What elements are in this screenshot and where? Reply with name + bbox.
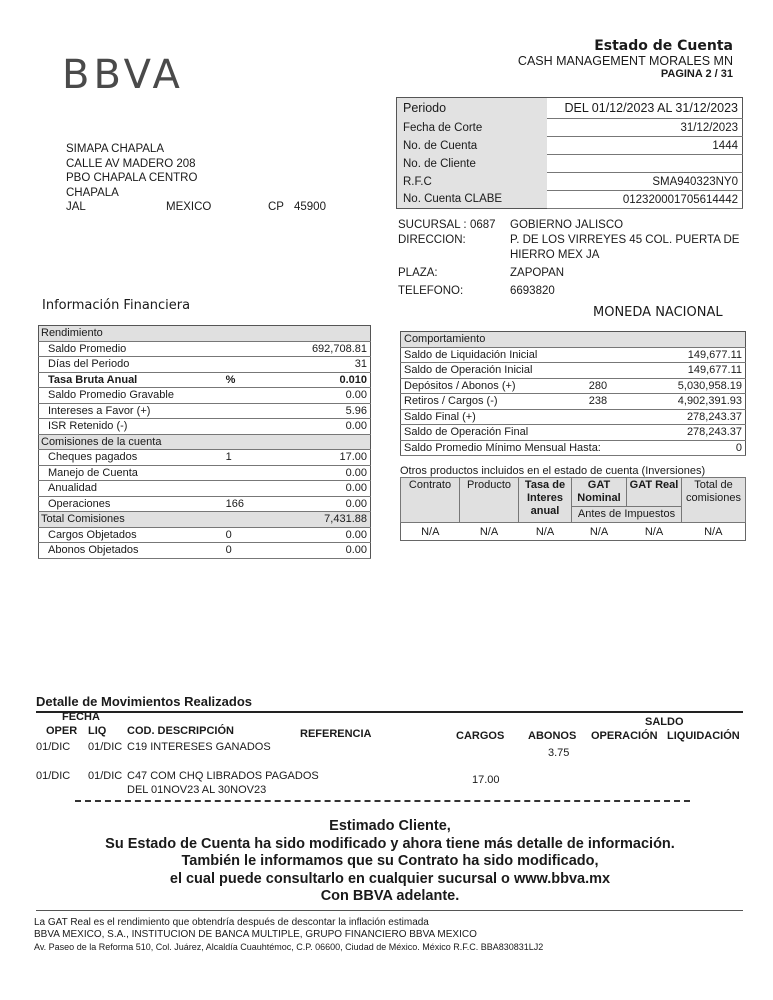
table-row — [401, 394, 746, 410]
comportamiento-table — [400, 331, 746, 456]
cliente-value — [547, 155, 743, 173]
plaza-value: ZAPOPAN — [510, 267, 565, 279]
table-row — [39, 419, 371, 435]
bbva-logo: BBVA — [62, 52, 184, 98]
periodo-label: Periodo — [397, 98, 548, 119]
page-number: PAGINA 2 / 31 — [660, 68, 733, 80]
row-label: Días del Periodo — [39, 357, 223, 373]
telefono-value: 6693820 — [510, 285, 555, 297]
table-row — [39, 450, 371, 466]
message-line1: Estimado Cliente, — [329, 818, 451, 834]
row-value: 5,030,958.19 — [652, 378, 746, 394]
col-operacion: OPERACIÓN — [591, 730, 658, 742]
periodo-value: DEL 01/12/2023 AL 31/12/2023 — [547, 98, 743, 119]
row-label: Depósitos / Abonos (+) — [401, 378, 586, 394]
row2-liq: 01/DIC — [88, 770, 123, 782]
row-value: 149,677.11 — [652, 363, 746, 379]
table-row — [39, 372, 371, 388]
row2-desc: C47 COM CHQ LIBRADOS PAGADOS — [127, 770, 319, 782]
row-value: 0.00 — [289, 543, 371, 559]
row1-oper: 01/DIC — [36, 741, 71, 753]
col-tasa: Tasa de Interes anual — [519, 478, 572, 523]
row-value: 0.00 — [289, 496, 371, 512]
row-mid — [586, 363, 652, 379]
table-row — [401, 378, 746, 394]
row-label: Anualidad — [39, 481, 223, 497]
direccion-line1: P. DE LOS VIRREYES 45 COL. PUERTA DE — [510, 234, 740, 246]
row-label: Saldo Promedio Mínimo Mensual Hasta: — [401, 440, 652, 456]
row-value: 0.010 — [289, 372, 371, 388]
row-mid — [223, 357, 289, 373]
row2-cargos: 17.00 — [472, 774, 500, 786]
movimientos-title: Detalle de Movimientos Realizados — [36, 694, 253, 709]
customer-name: SIMAPA CHAPALA — [66, 143, 164, 155]
antes-impuestos: Antes de Impuestos — [572, 507, 682, 523]
col-saldo: SALDO — [645, 716, 684, 728]
col-cod-desc: COD. DESCRIPCIÓN — [127, 725, 234, 737]
row-mid: 1 — [223, 450, 289, 466]
cliente-label: No. de Cliente — [397, 155, 548, 173]
cell: N/A — [627, 523, 682, 541]
row-label: Saldo de Operación Final — [401, 425, 586, 441]
col-gat-real: GAT Real — [627, 478, 682, 507]
cuenta-label: No. de Cuenta — [397, 137, 548, 155]
footer-address: Av. Paseo de la Reforma 510, Col. Juárez, Alcaldía Cuauhtémoc, C.P. 06600, Ciudad de México. México R.F.C. BBA830831LJ2 — [34, 942, 544, 952]
account-row-clabe — [397, 191, 743, 209]
total-comisiones-label: Total Comisiones — [39, 512, 289, 528]
table-row — [39, 527, 371, 543]
row-label: Saldo Final (+) — [401, 409, 586, 425]
cell: N/A — [519, 523, 572, 541]
table-row — [39, 341, 371, 357]
row-mid — [586, 409, 652, 425]
fecha-corte-value: 31/12/2023 — [547, 119, 743, 137]
message-line5: Con BBVA adelante. — [320, 888, 460, 904]
sucursal-number: 0687 — [470, 219, 496, 231]
cuenta-value: 1444 — [547, 137, 743, 155]
message-line3: También le informamos que su Contrato ha sido modificado, — [181, 853, 599, 869]
footer-gat-note: La GAT Real es el rendimiento que obtendría después de descontar la inflación estimada — [34, 917, 429, 928]
cell: N/A — [401, 523, 460, 541]
direccion-line2: HIERRO MEX JA — [510, 249, 600, 261]
col-producto: Producto — [460, 478, 519, 523]
customer-message — [60, 818, 720, 906]
table-row — [39, 465, 371, 481]
row-mid — [223, 341, 289, 357]
row-label: ISR Retenido (-) — [39, 419, 223, 435]
table-row — [39, 403, 371, 419]
row-value: 0.00 — [289, 388, 371, 404]
row-mid — [586, 347, 652, 363]
footer — [34, 917, 543, 953]
row-value: 4,902,391.93 — [652, 394, 746, 410]
customer-state: JAL — [66, 201, 86, 213]
dashed-divider — [75, 800, 690, 802]
row-label: Tasa Bruta Anual — [39, 372, 223, 388]
row-value: 692,708.81 — [289, 341, 371, 357]
rendimiento-table — [38, 325, 371, 559]
row-value: 17.00 — [289, 450, 371, 466]
table-row — [39, 388, 371, 404]
row-label: Saldo de Operación Inicial — [401, 363, 586, 379]
table-row — [39, 543, 371, 559]
table-row — [401, 425, 746, 441]
row2-oper: 01/DIC — [36, 770, 71, 782]
currency-label: MONEDA NACIONAL — [593, 305, 723, 320]
row-label: Cheques pagados — [39, 450, 223, 466]
footer-divider — [36, 910, 743, 911]
divider — [36, 711, 743, 713]
row-value: 149,677.11 — [652, 347, 746, 363]
customer-city: CHAPALA — [66, 186, 119, 199]
telefono-label: TELEFONO: — [398, 285, 464, 297]
clabe-value: 012320001705614442 — [547, 191, 743, 209]
row-label: Retiros / Cargos (-) — [401, 394, 586, 410]
row-value: 0 — [652, 440, 746, 456]
total-comisiones-value: 7,431.88 — [289, 512, 371, 528]
row-value: 0.00 — [289, 465, 371, 481]
col-abonos: ABONOS — [528, 730, 577, 742]
account-row-cuenta — [397, 137, 743, 155]
row-value: 0.00 — [289, 527, 371, 543]
statement-title: Estado de Cuenta — [594, 38, 733, 54]
customer-colony: PBO CHAPALA CENTRO — [66, 172, 198, 184]
table-row — [401, 347, 746, 363]
table-row — [39, 357, 371, 373]
row-mid: 280 — [586, 378, 652, 394]
account-row-periodo — [397, 98, 743, 119]
account-info-table — [396, 97, 743, 209]
account-row-cliente — [397, 155, 743, 173]
plaza-label: PLAZA: — [398, 267, 438, 279]
table-row — [401, 523, 746, 541]
customer-country: MEXICO — [166, 201, 212, 213]
comisiones-header: Comisiones de la cuenta — [39, 434, 371, 450]
col-contrato: Contrato — [401, 478, 460, 523]
row-value: 31 — [289, 357, 371, 373]
row-value: 0.00 — [289, 481, 371, 497]
footer-company: BBVA MEXICO, S.A., INSTITUCION DE BANCA MULTIPLE, GRUPO FINANCIERO BBVA MEXICO — [34, 929, 477, 940]
branch-info — [398, 218, 739, 299]
cell: N/A — [572, 523, 627, 541]
row-mid — [586, 425, 652, 441]
rfc-value: SMA940323NY0 — [547, 173, 743, 191]
row1-abonos: 3.75 — [548, 747, 570, 759]
col-referencia: REFERENCIA — [300, 728, 372, 740]
row-mid — [223, 388, 289, 404]
total-comisiones-row — [39, 512, 371, 528]
row-mid — [223, 465, 289, 481]
col-fecha: FECHA — [62, 711, 100, 723]
row-label: Saldo Promedio — [39, 341, 223, 357]
row-mid: % — [223, 372, 289, 388]
sucursal-label: SUCURSAL : — [398, 219, 467, 231]
row-label: Operaciones — [39, 496, 223, 512]
row-mid — [223, 403, 289, 419]
rendimiento-header: Rendimiento — [39, 326, 371, 342]
message-line2: Su Estado de Cuenta ha sido modificado y ahora tiene más detalle de información. — [105, 835, 675, 852]
row-label: Intereses a Favor (+) — [39, 403, 223, 419]
row-mid: 166 — [223, 496, 289, 512]
otros-productos-table — [400, 477, 746, 541]
customer-address — [66, 142, 326, 215]
row-label: Manejo de Cuenta — [39, 465, 223, 481]
row-value: 5.96 — [289, 403, 371, 419]
table-row — [401, 440, 746, 456]
row1-desc: C19 INTERESES GANADOS — [127, 741, 271, 753]
row-mid: 238 — [586, 394, 652, 410]
table-row — [39, 481, 371, 497]
fecha-corte-label: Fecha de Corte — [397, 119, 548, 137]
col-oper: OPER — [46, 725, 78, 737]
customer-cp-label: CP — [268, 201, 284, 213]
row1-liq: 01/DIC — [88, 741, 123, 753]
table-row — [401, 363, 746, 379]
account-row-fecha-corte — [397, 119, 743, 137]
direccion-label: DIRECCION: — [398, 234, 466, 246]
row-value: 278,243.37 — [652, 409, 746, 425]
message-line4: el cual puede consultarlo en cualquier sucursal o www.bbva.mx — [169, 870, 611, 887]
statement-subtitle: CASH MANAGEMENT MORALES MN — [517, 54, 733, 68]
account-row-rfc — [397, 173, 743, 191]
customer-cp: 45900 — [294, 201, 326, 213]
rfc-label: R.F.C — [397, 173, 548, 191]
row-mid — [223, 419, 289, 435]
sucursal-name: GOBIERNO JALISCO — [510, 219, 624, 231]
col-liquidacion: LIQUIDACIÓN — [667, 730, 740, 742]
customer-state-row — [66, 200, 326, 215]
row-mid: 0 — [223, 543, 289, 559]
row-label: Saldo de Liquidación Inicial — [401, 347, 586, 363]
col-gat-nominal: GAT Nominal — [572, 478, 627, 507]
cell: N/A — [682, 523, 746, 541]
col-total-comisiones: Total de comisiones — [682, 478, 746, 523]
col-cargos: CARGOS — [456, 730, 505, 742]
row-mid: 0 — [223, 527, 289, 543]
row-label: Saldo Promedio Gravable — [39, 388, 223, 404]
row2-desc2: DEL 01NOV23 AL 30NOV23 — [127, 784, 267, 796]
row-mid — [223, 481, 289, 497]
row-label: Abonos Objetados — [39, 543, 223, 559]
col-liq: LIQ — [88, 725, 107, 737]
comportamiento-header: Comportamiento — [401, 332, 746, 348]
clabe-label: No. Cuenta CLABE — [397, 191, 548, 209]
customer-street: CALLE AV MADERO 208 — [66, 157, 196, 170]
table-row — [39, 496, 371, 512]
row-value: 0.00 — [289, 419, 371, 435]
row-value: 278,243.37 — [652, 425, 746, 441]
otros-productos-title: Otros productos incluidos en el estado de cuenta (Inversiones) — [400, 465, 706, 477]
table-row — [401, 409, 746, 425]
row-label: Cargos Objetados — [39, 527, 223, 543]
cell: N/A — [460, 523, 519, 541]
info-financiera-title: Información Financiera — [42, 298, 191, 313]
